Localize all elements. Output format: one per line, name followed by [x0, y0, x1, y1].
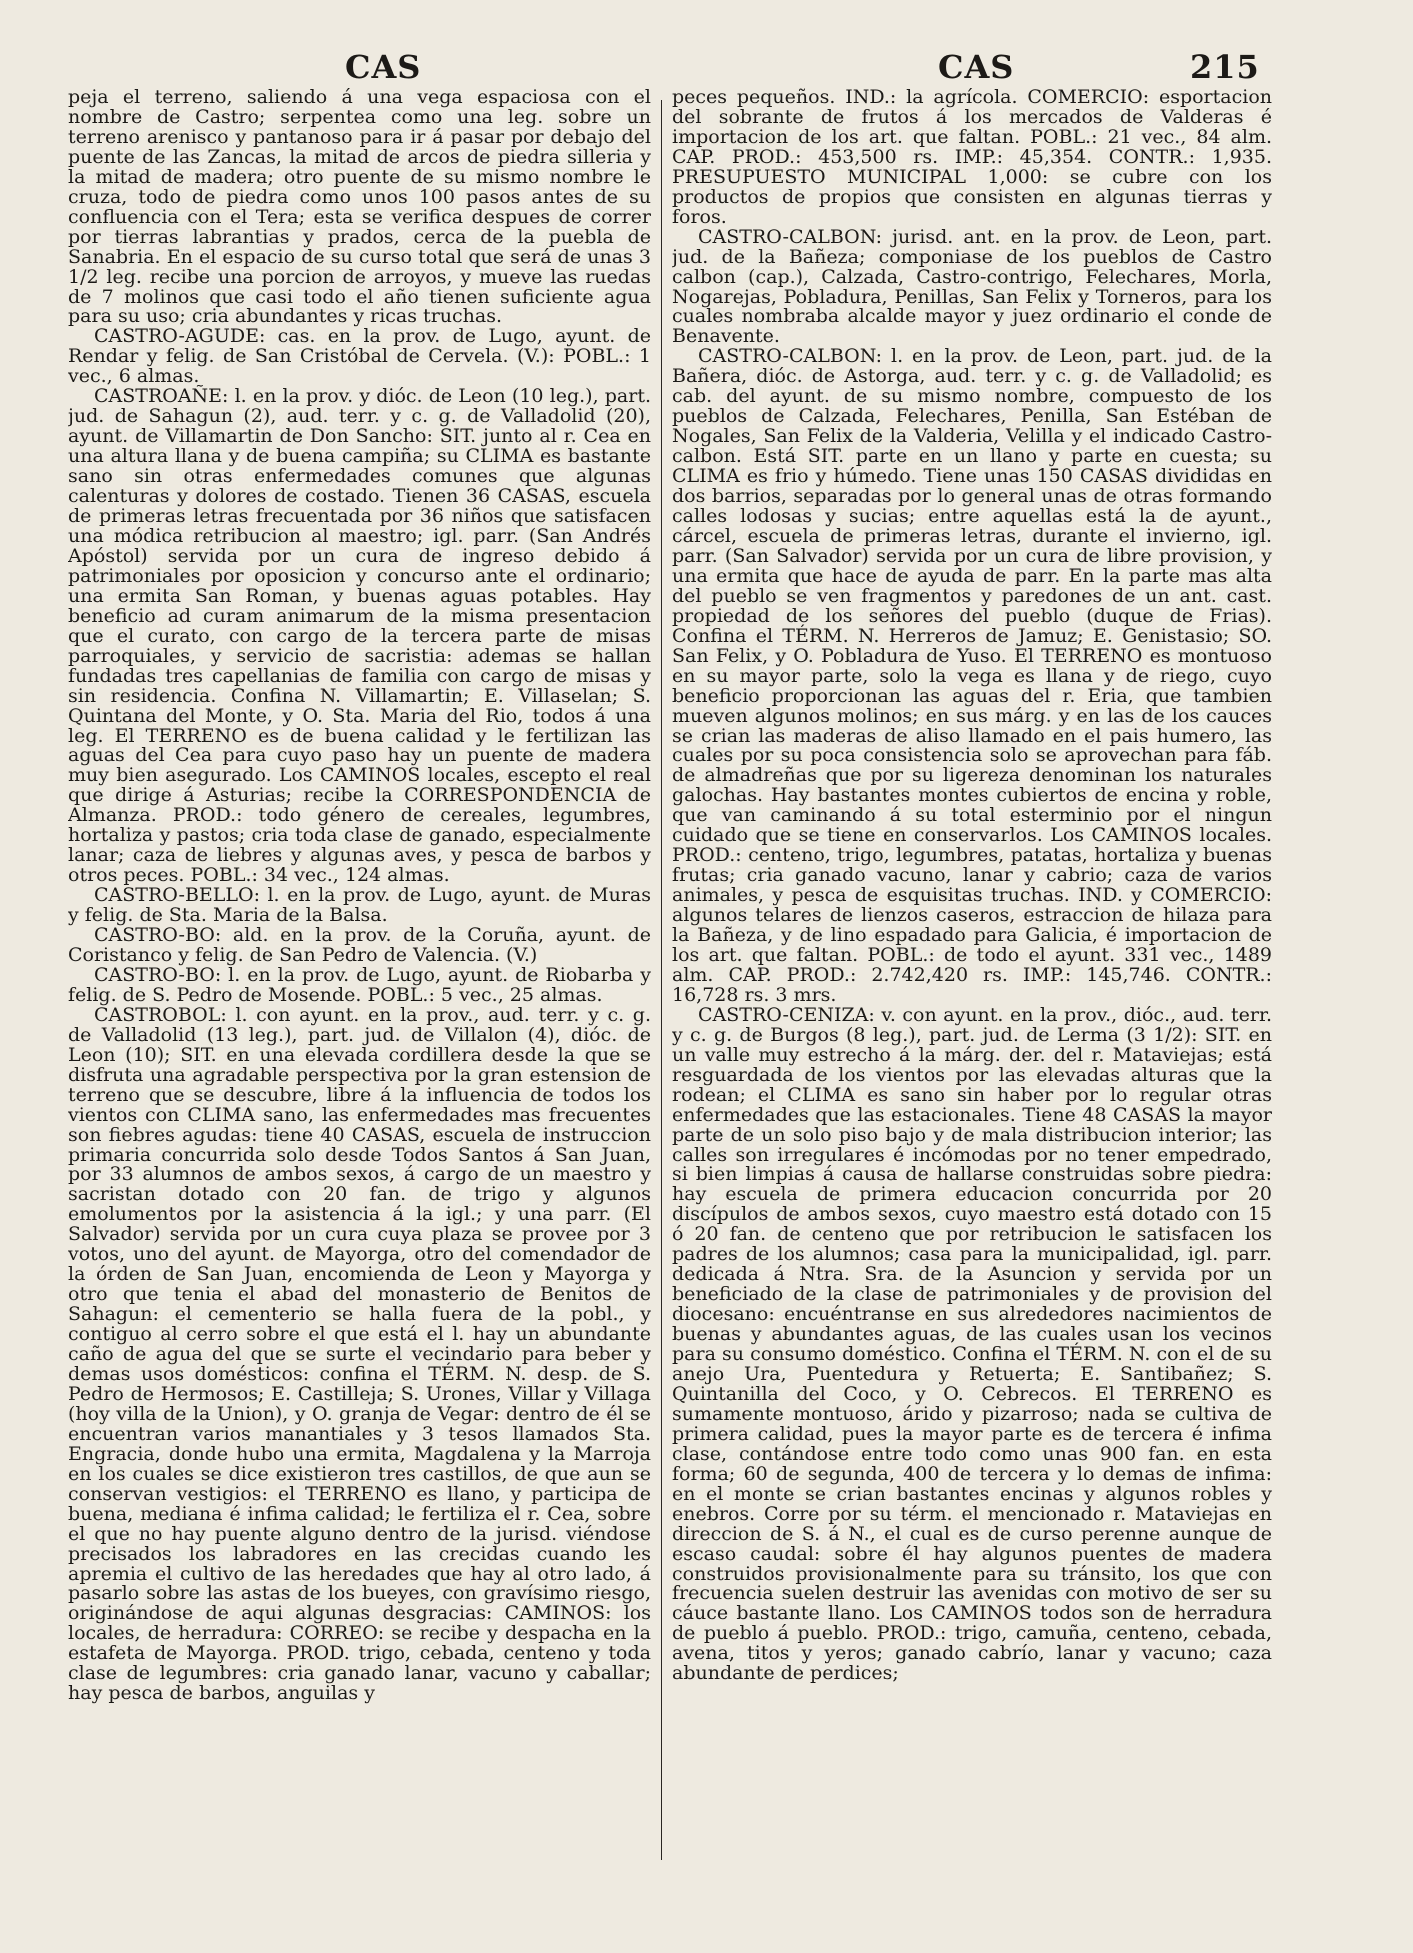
running-head-center: CAS	[938, 48, 1015, 86]
entry-castro-bo-coruna: CASTRO-BO: ald. en la prov. de la Coruña, ayunt. de Coristanco y felig. de San Pedro de Valencia. (V.)	[68, 924, 651, 966]
entry-castro-calbon-jurisd: CASTRO-CALBON: jurisd. ant. en la prov. de Leon, part. jud. de la Bañeza; componiase de los pueblos de Castro calbon (cap.), Calzada, Castro-contrigo, Felechares, Morla, Nogarejas, Pobladura, Penillas, San Felix y Torneros, para los cuales nombraba alcalde mayor y juez ordinario el conde de Benavente.	[672, 225, 1272, 348]
entry-castroane: CASTROAÑE: l. en la prov. y dióc. de Leon (10 leg.), part. jud. de Sahagun (2), aud. terr. y c. g. de Valladolid (20), ayunt. de Villamartin de Don Sancho: SIT. junto al r. Cea en una altura llana y de buena campiña; su CLIMA es bastante sano sin otras enfermedades comunes que algunas calenturas y dolores de costado. Tienen 36 CASAS, escuela de primeras letras frecuentada por 36 niños que satisfacen una módica retribucion al maestro; igl. parr. (San Andrés Apóstol) servida por un cura de ingreso debido á patrimoniales por oposicion y concurso ante el ordinario; una ermita San Roman, y buenas aguas potables. Hay beneficio ad curam animarum de la misma presentacion que el curato, con cargo de la tercera parte de misas parroquiales, y servicio de sacristia: ademas se hallan fundadas tres capellanias de familia con cargo de misas y sin residencia. Confina N. Villamartin; E. Villaselan; S. Quintana del Monte, y O. Sta. Maria del Rio, todos á una leg. El TERRENO es de buena calidad y le fertilizan las aguas del Cea para cuyo paso hay un puente de madera muy bien asegurado. Los CAMINOS locales, escepto el real que dirige á Asturias; recibe la CORRESPONDENCIA de Almanza. PROD.: todo género de cereales, legumbres, hortaliza y pastos; cria toda clase de ganado, especialmente lanar; caza de liebres y algunas aves, y pesca de barbos y otros peces. POBL.: 34 vec., 124 almas.	[68, 385, 651, 887]
running-head-left: CAS	[345, 48, 422, 86]
left-column	[68, 88, 651, 1953]
page-number: 215	[1190, 48, 1260, 86]
entry-paragraph: peja el terreno, saliendo á una vega espaciosa con el nombre de Castro; serpentea como una leg. sobre un terreno arenisco y pantanoso para ir á pasar por debajo del puente de las Zancas, la mitad de arcos de piedra silleria y la mitad de madera; otro puente de su mismo nombre le cruza, todo de piedra como unos 100 pasos antes de su confluencia con el Tera; esta se verifica despues de correr por tierras labrantias y prados, cerca de la puebla de Sanabria. En el espacio de su curso total que será de unas 3 1/2 leg. recibe una porcion de arroyos, y mueve las ruedas de 7 molinos que casi todo el año tienen suficiente agua para su uso; cria abundantes y ricas truchas.	[68, 88, 651, 328]
entry-castro-calbon: CASTRO-CALBON: l. en la prov. de Leon, part. jud. de la Bañera, dióc. de Astorga, aud. terr. y c. g. de Valladolid; es cab. del ayunt. de su mismo nombre, compuesto de los pueblos de Calzada, Felechares, Penilla, San Estéban de Nogales, San Felix de la Valderia, Velilla y el indicado Castro-calbon. Está SIT. parte en un llano y parte en cuesta; su CLIMA es frio y húmedo. Tiene unas 150 CASAS divididas en dos barrios, separadas por lo general unas de otras formando calles lodosas y sucias; entre aquellas está la de ayunt., cárcel, escuela de primeras letras, durante el invierno, igl. parr. (San Salvador) servida por un cura de libre provision, y una ermita que hace de ayuda de parr. En la parte mas alta del pueblo se ven fragmentos y paredones de un ant. cast. propiedad de los señores del pueblo (duque de Frias). Confina el TÉRM. N. Herreros de Jamuz; E. Genistasio; SO. San Felix, y O. Pobladura de Yuso. El TERRENO es montuoso en su mayor parte, solo la vega es llana y de riego, cuyo beneficio proporcionan las aguas del r. Eria, que tambien mueven algunos molinos; en sus márg. y en las de los cauces se crian las maderas de aliso llamado en el pais humero, las cuales por su poca consistencia solo se aprovechan para fáb. de almadreñas que por su ligereza denominan los naturales galochas. Hay bastantes montes cubiertos de encina y roble, que van caminando á su total esterminio por el ningun cuidado que se tiene en conservarlos. Los CAMINOS locales. PROD.: centeno, trigo, legumbres, patatas, hortaliza y buenas frutas; cria ganado vacuno, lanar y cabrio; caza de varios animales, y pesca de esquisitas truchas. IND. y COMERCIO: algunos telares de lienzos caseros, estraccion de hilaza para la Bañeza, y de lino espadado para Galicia, é importacion de los art. que faltan. POBL.: de todo el ayunt. 331 vec., 1489 alm. CAP. PROD.: 2.742,420 rs. IMP.: 145,746. CONTR.: 16,728 rs. 3 mrs.	[672, 345, 1272, 1006]
right-column	[672, 88, 1272, 1953]
entry-paragraph: peces pequeños. IND.: la agrícola. COMERCIO: esportacion del sobrante de frutos á los mercados de Valderas é importacion de los art. que faltan. POBL.: 21 vec., 84 alm. CAP. PROD.: 453,500 rs. IMP.: 45,354. CONTR.: 1,935. PRESUPUESTO MUNICIPAL 1,000: se cubre con los productos de propios que consisten en algunas tierras y foros.	[672, 88, 1272, 228]
column-divider	[661, 100, 662, 1860]
entry-castro-bo-lugo: CASTRO-BO: l. en la prov. de Lugo, ayunt. de Riobarba y felig. de S. Pedro de Mosende. POBL.: 5 vec., 25 almas.	[68, 963, 651, 1006]
entry-castro-ceniza: CASTRO-CENIZA: v. con ayunt. en la prov., dióc., aud. terr. y c. g. de Burgos (8 leg.), part. jud. de Lerma (3 1/2): SIT. en un valle muy estrecho á la márg. der. del r. Mataviejas; está resguardada de los vientos por las elevadas alturas que la rodean; el CLIMA es sano sin haber por lo regular otras enfermedades que las estacionales. Tiene 48 CASAS la mayor parte de un solo piso bajo y de mala distribucion interior; las calles son irregulares é incómodas por no tener empedrado, si bien limpias á causa de hallarse construidas sobre piedra: hay escuela de primera educacion concurrida por 20 discípulos de ambos sexos, cuyo maestro está dotado con 15 ó 20 fan. de centeno que por retribucion le satisfacen los padres de los alumnos; casa para la municipalidad, igl. parr. dedicada á Ntra. Sra. de la Asuncion y servida por un beneficiado de la clase de patrimoniales y de provision del diocesano: encuéntranse en sus alrededores nacimientos de buenas y abundantes aguas, de las cuales usan los vecinos para su consumo doméstico. Confina el TÉRM. N. con el de su anejo Ura, Puentedura y Retuerta; E. Santibañez; S. Quintanilla del Coco, y O. Cebrecos. El TERRENO es sumamente montuoso, árido y pizarroso; nada se cultiva de primera calidad, pues la mayor parte es de tercera é infima clase, contándose entre todo como unas 900 fan. en esta forma; 60 de segunda, 400 de tercera y lo demas de infima: en el monte se crian bastantes encinas y algunos robles y enebros. Corre por su térm. el mencionado r. Mataviejas en direccion de S. á N., el cual es de curso perenne aunque de escaso caudal: sobre él hay algunos puentes de madera construidos provisionalmente para su tránsito, los que con frecuencia suelen destruir las avenidas con motivo de ser su cáuce bastante llano. Los CAMINOS todos son de herradura de pueblo á pueblo. PROD.: trigo, camuña, centeno, cebada, avena, titos y yeros; ganado cabrío, lanar y vacuno; caza abundante de perdices;	[672, 1003, 1272, 1685]
entry-castro-bello: CASTRO-BELLO: l. en la prov. de Lugo, ayunt. de Muras y felig. de Sta. Maria de la Balsa.	[68, 884, 651, 927]
entry-castrobol: CASTROBOL: l. con ayunt. en la prov., aud. terr. y c. g. de Valladolid (13 leg.), part. jud. de Villalon (4), dióc. de Leon (10); SIT. en una elevada cordillera desde la que se disfruta una agradable perspectiva por la gran estension de terreno que se descubre, libre á la influencia de todos los vientos con CLIMA sano, las enfermedades mas frecuentes son fiebres agudas: tiene 40 CASAS, escuela de instruccion primaria concurrida solo desde Todos Santos á San Juan, por 33 alumnos de ambos sexos, á cargo de un maestro y sacristan dotado con 20 fan. de trigo y algunos emolumentos por la asistencia á la igl.; y una parr. (El Salvador) servida por un cura cuya plaza se provee por 3 votos, uno del ayunt. de Mayorga, otro del comendador de la órden de San Juan, encomienda de Leon y Mayorga y otro que tenia el abad del monasterio de Benitos de Sahagun: el cementerio se halla fuera de la pobl., y contiguo al cerro sobre el que está el l. hay un abundante caño de agua del que se surte el vecindario para beber y demas usos domésticos: confina el TÉRM. N. desp. de S. Pedro de Hermosos; E. Castilleja; S. Urones, Villar y Villaga (hoy villa de la Union), y O. granja de Vegar: dentro de él se encuentran varios manantiales y 3 tesos llamados Sta. Engracia, donde hubo una ermita, Magdalena y la Marroja en los cuales se dice existieron tres castillos, de que aun se conservan vestigios: el TERRENO es llano, y participa de buena, mediana é infima calidad; le fertiliza el r. Cea, sobre el que no hay puente alguno dentro de la jurisd. viéndose precisados los labradores en las crecidas cuando les apremia el cultivo de las heredades que hay al otro lado, á pasarlo sobre las astas de los bueyes, con gravísimo riesgo, originándose de aqui algunas desgracias: CAMINOS: los locales, de herradura: CORREO: se recibe y despacha en la estafeta de Mayorga. PROD. trigo, cebada, centeno y toda clase de legumbres: cria ganado lanar, vacuno y caballar; hay pesca de barbos, anguilas y	[68, 1003, 651, 1705]
entry-castro-agude: CASTRO-AGUDE: cas. en la prov. de Lugo, ayunt. de Rendar y felig. de San Cristóbal de Cervela. (V.): POBL.: 1 vec., 6 almas.	[68, 325, 651, 388]
